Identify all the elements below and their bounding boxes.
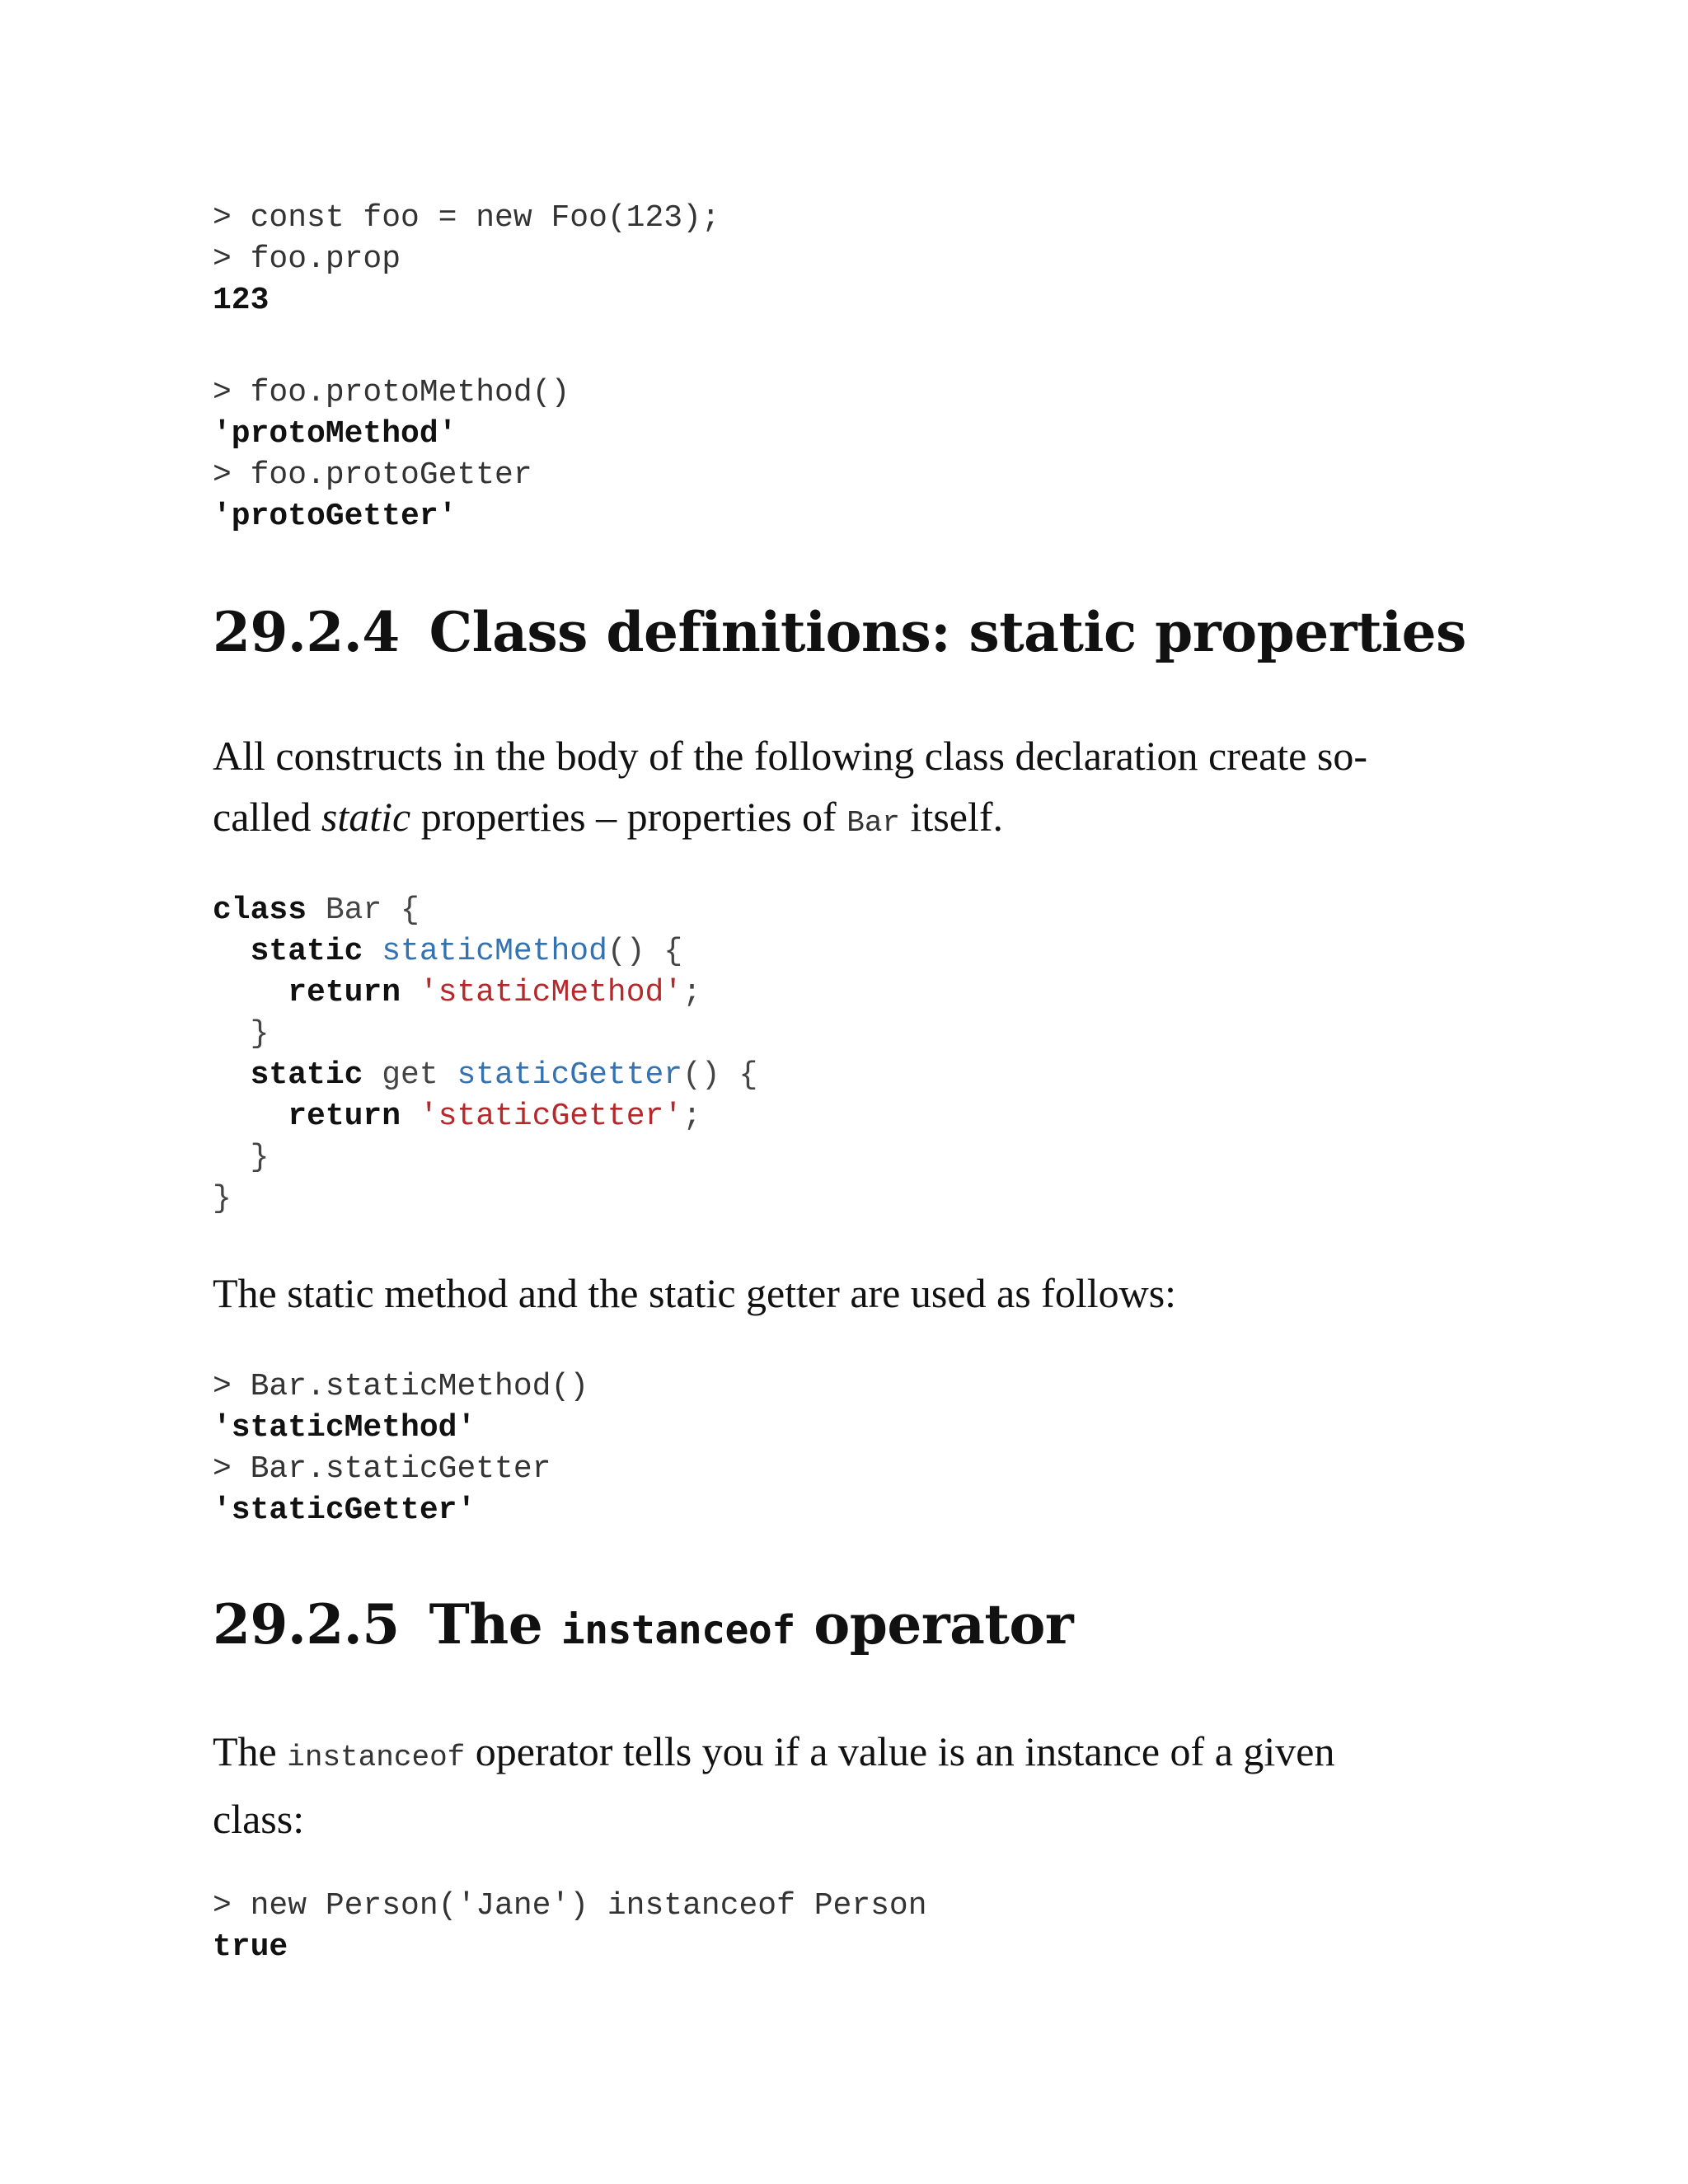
code-text: } <box>250 1140 270 1175</box>
string-literal: 'staticGetter' <box>419 1099 683 1134</box>
code-line: > foo.prop <box>213 241 401 277</box>
paragraph-text: properties – properties of <box>410 794 847 840</box>
paragraph-static-intro <box>213 725 1498 854</box>
inline-code: Bar <box>846 806 901 840</box>
keyword: return <box>288 975 401 1010</box>
string-literal: 'staticMethod' <box>419 975 683 1010</box>
section-title: operator <box>795 1592 1074 1657</box>
code-text: get <box>363 1057 457 1093</box>
section-number: 29.2.5 <box>213 1592 400 1657</box>
paragraph-text: class: <box>213 1796 305 1842</box>
keyword: static <box>250 934 363 969</box>
keyword: static <box>250 1057 363 1093</box>
section-title: The <box>429 1592 561 1657</box>
code-text: ; <box>682 1099 701 1134</box>
paragraph-line: All constructs in the body of the following class declaration create so- <box>213 733 1367 779</box>
code-output: 'protoGetter' <box>213 499 457 534</box>
code-block-instanceof <box>213 1886 927 1968</box>
code-line: > Bar.staticMethod() <box>213 1369 589 1404</box>
code-output: 'staticGetter' <box>213 1493 476 1528</box>
inline-code: instanceof <box>560 1607 795 1653</box>
code-output: 'staticMethod' <box>213 1410 476 1446</box>
function-name: staticGetter <box>457 1057 683 1093</box>
code-line: > foo.protoMethod() <box>213 375 570 410</box>
code-output: true <box>213 1929 288 1965</box>
keyword: class <box>213 893 307 928</box>
paragraph-text: operator tells you if a value is an instance of a given <box>465 1728 1335 1774</box>
code-block-bar-usage <box>213 1366 588 1531</box>
code-text: ; <box>682 975 701 1010</box>
keyword: return <box>288 1099 401 1134</box>
code-text: } <box>250 1016 270 1052</box>
paragraph-text: The <box>213 1728 288 1774</box>
paragraph-text: called <box>213 794 321 840</box>
code-line: > foo.protoGetter <box>213 457 532 493</box>
code-block-proto <box>213 373 570 537</box>
code-line: > Bar.staticGetter <box>213 1451 551 1487</box>
code-block-foo-prop <box>213 198 720 321</box>
code-line: > new Person('Jane') instanceof Person <box>213 1888 927 1924</box>
code-output: 'protoMethod' <box>213 416 457 452</box>
code-block-class-bar <box>213 890 757 1220</box>
function-name: staticMethod <box>382 934 607 969</box>
code-text: () { <box>682 1057 758 1093</box>
section-heading-static-properties <box>213 595 1466 669</box>
inline-code: instanceof <box>287 1741 466 1774</box>
code-text: } <box>213 1181 232 1216</box>
code-output: 123 <box>213 283 270 318</box>
paragraph-instanceof <box>213 1721 1498 1849</box>
code-text: Bar { <box>307 893 420 928</box>
emphasis: static <box>321 794 411 840</box>
section-heading-instanceof <box>213 1587 1073 1667</box>
section-number: 29.2.4 <box>213 600 400 664</box>
paragraph-usage: The static method and the static getter are used as follows: <box>213 1270 1177 1316</box>
code-line: > const foo = new Foo(123); <box>213 200 720 236</box>
section-title: Class definitions: static properties <box>429 600 1466 664</box>
code-text: () { <box>607 934 683 969</box>
paragraph-text: itself. <box>900 794 1004 840</box>
